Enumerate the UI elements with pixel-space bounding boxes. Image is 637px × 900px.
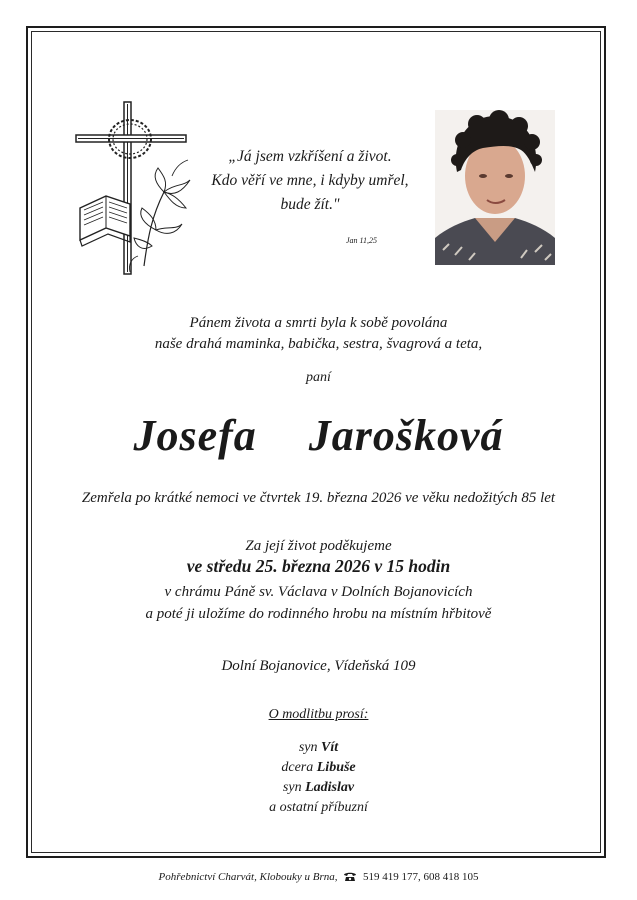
mourner-relation: dcera [281, 760, 314, 775]
ceremony-place [0, 581, 637, 625]
prayer-request-text: O modlitbu prosí: [268, 707, 369, 722]
intro-line: naše drahá maminka, babička, sestra, švagrová a teta, [154, 336, 483, 352]
honorific: paní [306, 370, 331, 385]
mourner-name: Libuše [316, 760, 356, 775]
funeral-company: Pohřebnictví Charvát, Klobouky u Brna, [158, 871, 338, 883]
ceremony-date: ve středu 25. března 2026 v 15 hodin [186, 556, 451, 576]
deceased-name: Josefa Jarošková [133, 411, 504, 460]
mourners-list [0, 738, 637, 818]
quote-line: „Já jsem vzkříšení a život. [228, 148, 392, 165]
intro-text [0, 313, 637, 355]
mourner-relation: syn [298, 740, 318, 755]
footer [0, 871, 637, 883]
quote-line: bude žít." [280, 196, 340, 213]
mourner-item [0, 758, 637, 778]
mourner-item [0, 738, 637, 758]
cross-bible-lily-icon [72, 96, 200, 280]
mourner-item [0, 778, 637, 798]
bible-quote [210, 145, 410, 217]
telephone-icon [343, 871, 357, 882]
phone-numbers: 519 419 177, 608 418 105 [363, 871, 479, 883]
quote-line: Kdo věří ve mne, i kdyby umřel, [211, 172, 409, 189]
mourner-relation: syn [282, 780, 302, 795]
portrait-photo [435, 110, 555, 265]
ceremony-intro: Za její život poděkujeme [245, 538, 392, 554]
death-notice: Zemřela po krátké nemoci ve čtvrtek 19. března 2026 ve věku nedožitých 85 let [81, 490, 556, 506]
ceremony-place-line: a poté ji uložíme do rodinného hrobu na místním hřbitově [145, 606, 492, 622]
mourner-name: Vít [321, 740, 339, 755]
intro-line: Pánem života a smrti byla k sobě povolána [189, 315, 448, 331]
prayer-request-heading [0, 707, 637, 723]
home-address: Dolní Bojanovice, Vídeňská 109 [221, 658, 416, 674]
ceremony-place-line: v chrámu Páně sv. Václava v Dolních Bojanovicích [164, 584, 473, 600]
mourner-name: Ladislav [305, 780, 355, 795]
mourners-other: a ostatní příbuzní [269, 800, 368, 815]
quote-reference: Jan 11,25 [346, 236, 377, 245]
